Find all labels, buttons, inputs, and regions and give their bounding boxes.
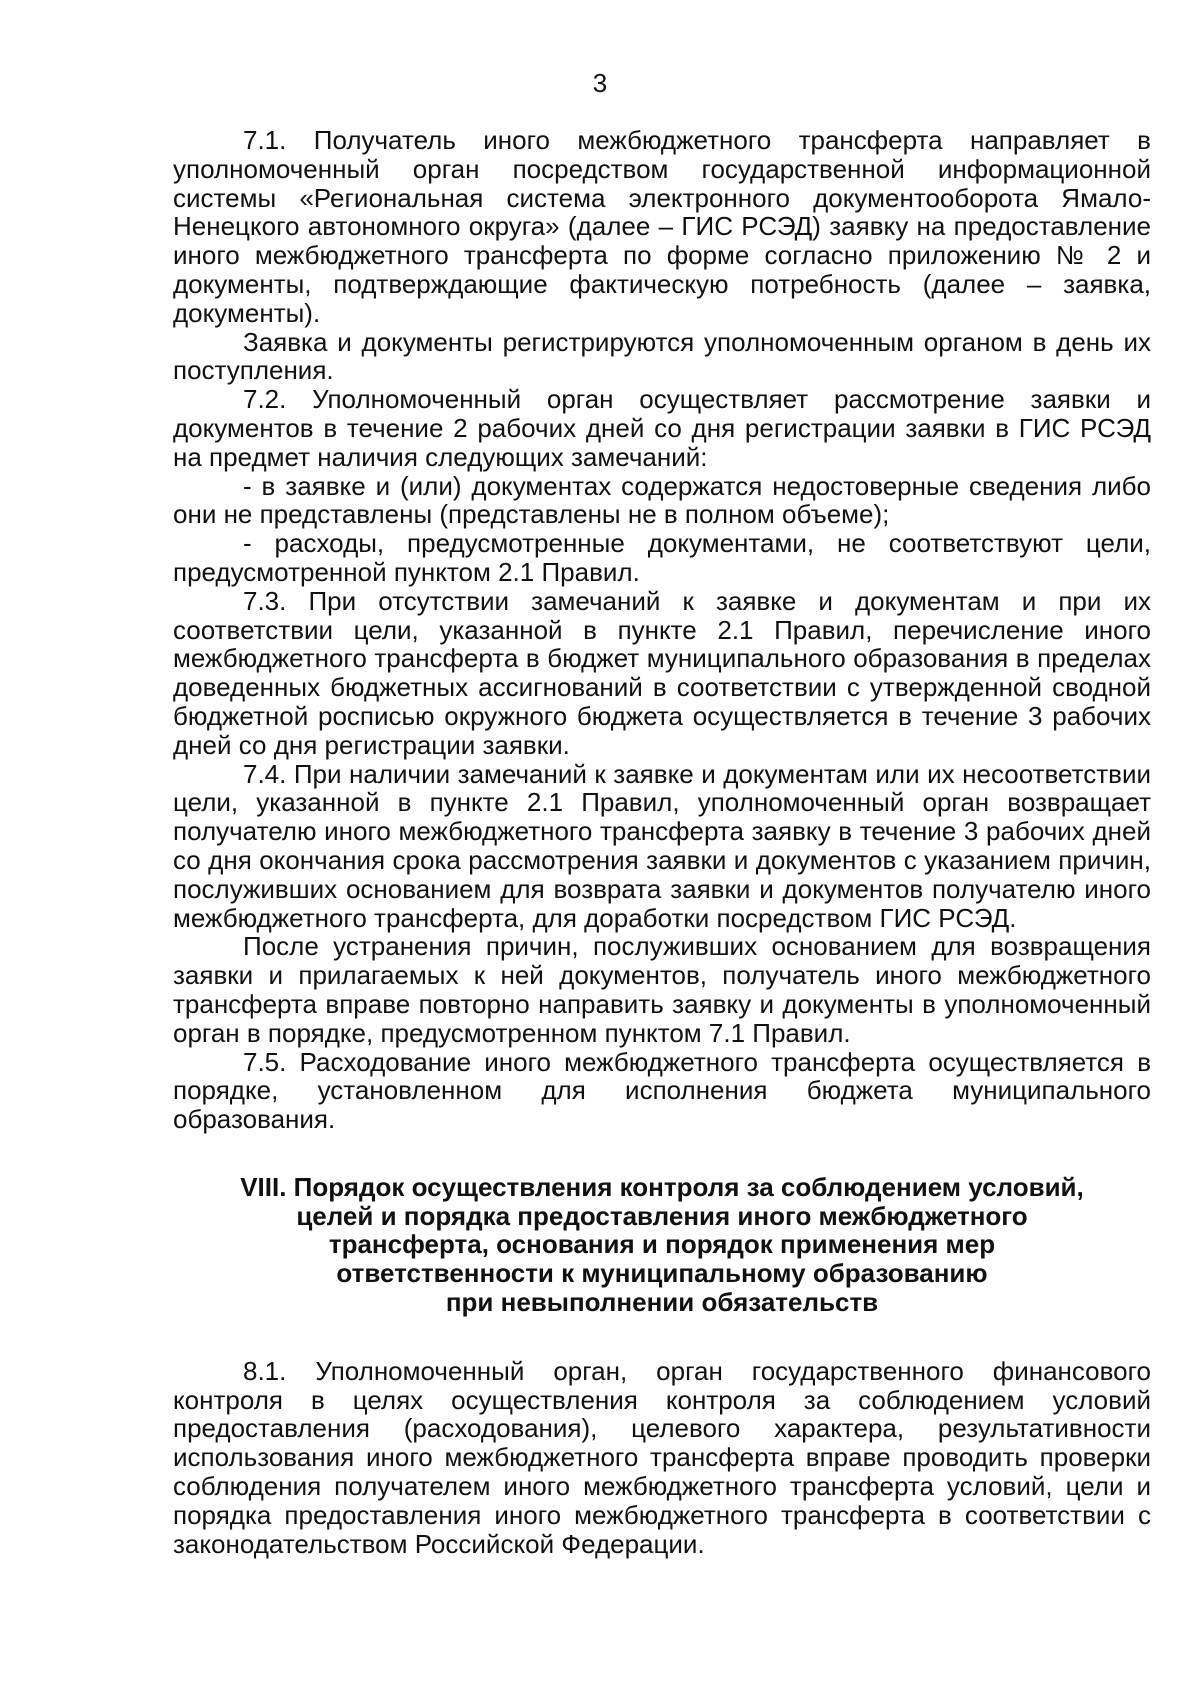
paragraph-7-1: 7.1. Получатель иного межбюджетного трансферта направляет в уполномоченный орган посредством государственной информационной системы «Региональная система электронного документооборота Ямало-Ненецкого автономного округа» (далее – ГИС РСЭД) заявку на предоставление иного межбюджетного трансферта по форме согласно приложению № 2 и документы, подтверждающие фактическую потребность (далее – заявка, документы).	[173, 125, 1151, 328]
heading-line: VIII. Порядок осуществления контроля за соблюдением условий,	[240, 1171, 1084, 1202]
document-body	[173, 126, 1151, 1558]
paragraph-7-4: 7.4. При наличии замечаний к заявке и документам или их несоответствии цели, указанной в пункте 2.1 Правил, уполномоченный орган возвращает получателю иного межбюджетного трансферта заявку в течение 3 рабочих дней со дня окончания срока рассмотрения заявки и документов с указанием причин, послуживших основанием для возврата заявки и документов получателю иного межбюджетного трансферта, для доработки посредством ГИС РСЭД.	[173, 758, 1151, 933]
list-item-remark-2: - расходы, предусмотренные документами, не соответствуют цели, предусмотренной пунктом 2.1 Правил.	[173, 528, 1151, 587]
paragraph-7-3: 7.3. При отсутствии замечаний к заявке и документам и при их соответствии цели, указанной в пункте 2.1 Правил, перечисление иного межбюджетного трансферта в бюджет муниципального образования в пределах доведенных бюджетных ассигнований в соответствии с утвержденной сводной бюджетной росписью окружного бюджета осуществляется в течение 3 рабочих дней со дня регистрации заявки.	[173, 585, 1151, 760]
paragraph-7-5: 7.5. Расходование иного межбюджетного трансферта осуществляется в порядке, установленном для исполнения бюджета муниципального образования.	[173, 1046, 1151, 1135]
paragraph-registration: Заявка и документы регистрируются уполномоченным органом в день их поступления.	[173, 326, 1151, 386]
list-item-remark-1: - в заявке и (или) документах содержатся недостоверные сведения либо они не представлены (представлены не в полном объеме);	[173, 470, 1151, 530]
heading-line: при невыполнении обязательств	[445, 1287, 879, 1318]
heading-line: трансферта, основания и порядок применения мер	[328, 1229, 996, 1260]
section-heading-viii	[233, 1173, 1091, 1317]
paragraph-8-1: 8.1. Уполномоченный орган, орган государственного финансового контроля в целях осуществления контроля за соблюдением условий предоставления (расходования), целевого характера, результативности использования иного межбюджетного трансферта вправе проводить проверки соблюдения получателем иного межбюджетного трансферта условий, цели и порядка предоставления иного межбюджетного трансферта в соответствии с законодательством Российской Федерации.	[173, 1355, 1151, 1559]
heading-line: ответственности к муниципальному образованию	[336, 1258, 988, 1289]
paragraph-resubmission: После устранения причин, послуживших основанием для возвращения заявки и прилагаемых к ней документов, получатель иного межбюджетного трансферта вправе повторно направить заявку и документы в уполномоченный орган в порядке, предусмотренном пунктом 7.1 Правил.	[173, 931, 1151, 1048]
heading-line: целей и порядка предоставления иного межбюджетного	[296, 1200, 1028, 1231]
paragraph-7-2: 7.2. Уполномоченный орган осуществляет рассмотрение заявки и документов в течение 2 рабочих дней со дня регистрации заявки в ГИС РСЭД на предмет наличия следующих замечаний:	[173, 384, 1151, 472]
page-number: 3	[592, 68, 608, 98]
